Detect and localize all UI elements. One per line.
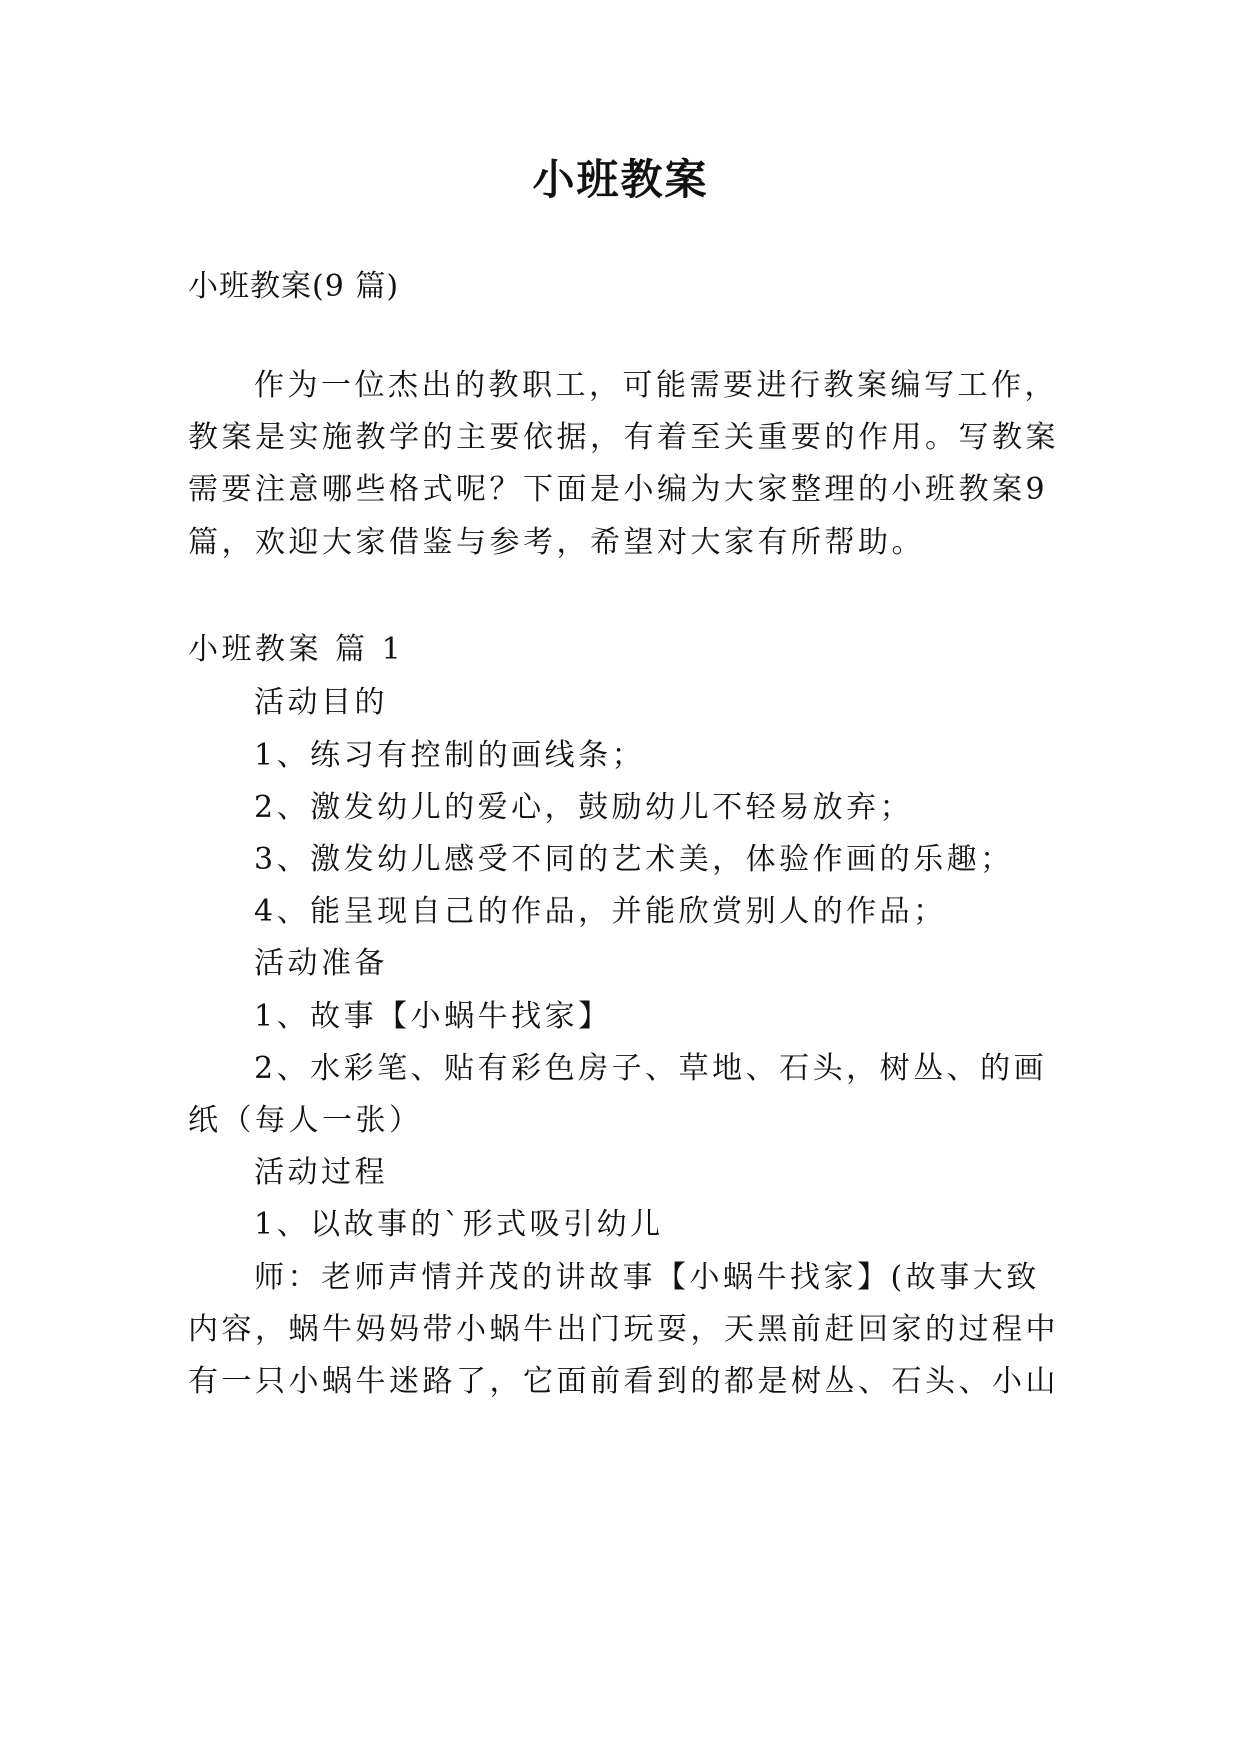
body-line: 4、能呈现自己的作品，并能欣赏别人的作品； [254,894,947,929]
section-label-activity-goals: 活动目的 [254,685,388,720]
body-line: 1、以故事的`形式吸引幼儿 [254,1207,664,1242]
body-line: 3、激发幼儿感受不同的艺术美，体验作画的乐趣； [254,842,1014,877]
body-line: 纸（每人一张） [188,1103,423,1138]
body-line: 1、故事【小蜗牛找家】 [254,999,612,1034]
body-line: 内容，蜗牛妈妈带小蜗牛出门玩耍，天黑前赶回家的过程中 [188,1312,1059,1347]
body-line: 1、练习有控制的画线条； [254,738,646,773]
intro-line: 需要注意哪些格式呢？下面是小编为大家整理的小班教案9 [188,472,1049,507]
intro-line: 作为一位杰出的教职工，可能需要进行教案编写工作， [254,368,1058,403]
body-line: 2、激发幼儿的爱心，鼓励幼儿不轻易放弃； [254,790,914,825]
body-line: 师：老师声情并茂的讲故事【小蜗牛找家】(故事大致 [254,1260,1040,1295]
body-line: 有一只小蜗牛迷路了，它面前看到的都是树丛、石头、小山 [188,1364,1059,1399]
section-heading: 小班教案 篇 1 [188,632,405,667]
document-title: 小班教案 [532,155,709,204]
body-line: 2、水彩笔、贴有彩色房子、草地、石头，树丛、的画 [254,1051,1048,1086]
intro-line: 篇，欢迎大家借鉴与参考，希望对大家有所帮助。 [188,525,925,560]
section-label-activity-preparation: 活动准备 [254,946,388,981]
document-subtitle: 小班教案(9 篇) [188,269,400,304]
intro-line: 教案是实施教学的主要依据，有着至关重要的作用。写教案 [188,420,1059,455]
section-label-activity-process: 活动过程 [254,1155,388,1190]
